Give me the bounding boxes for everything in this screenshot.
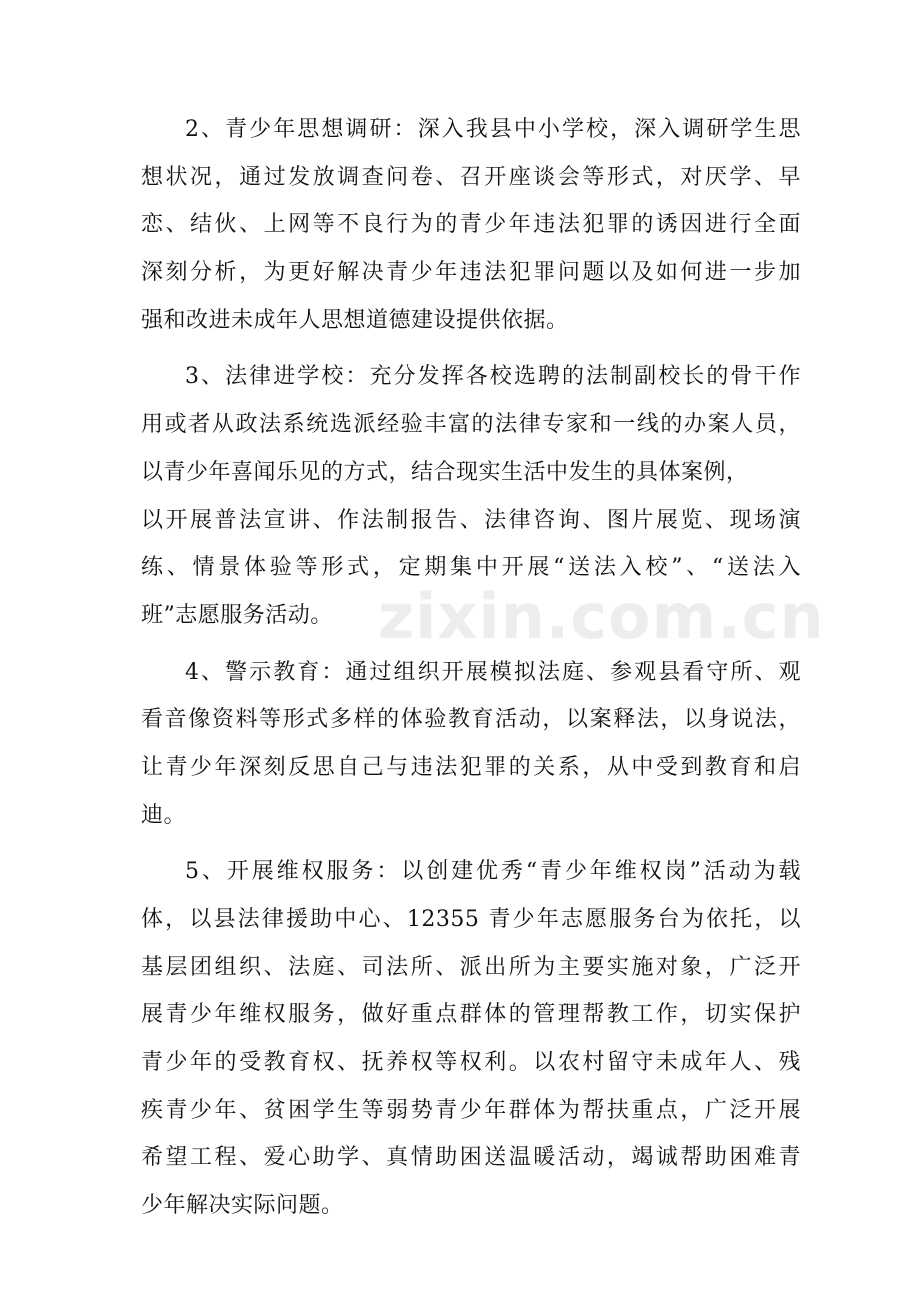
text-line: 恋、结伙、上网等不良行为的青少年违法犯罪的诱因进行全面 bbox=[141, 212, 801, 238]
text-line: 以开展普法宣讲、作法制报告、法律咨询、图片展览、现场演 bbox=[141, 507, 801, 533]
paragraph-warning-education bbox=[141, 649, 801, 840]
text-line: 疾青少年、贫困学生等弱势青少年群体为帮扶重点，广泛开展 bbox=[141, 1097, 801, 1123]
text-line: 5、开展维权服务：以创建优秀“青少年维权岗”活动为载 bbox=[185, 859, 801, 885]
paragraph-spacer bbox=[141, 344, 801, 353]
text-line: 基层团组织、法庭、司法所、派出所为主要实施对象，广泛开 bbox=[141, 954, 801, 980]
text-line: 深刻分析，为更好解决青少年违法犯罪问题以及如何进一步加 bbox=[141, 260, 801, 286]
paragraph-rights-protection-service bbox=[141, 848, 801, 1230]
text-line: 强和改进未成年人思想道德建设提供依据。 bbox=[141, 307, 569, 333]
paragraph-spacer bbox=[141, 839, 801, 848]
text-line: 2、青少年思想调研：深入我县中小学校，深入调研学生思 bbox=[185, 117, 801, 142]
text-line: 展青少年维权服务，做好重点群体的管理帮教工作，切实保护 bbox=[141, 1002, 801, 1028]
text-line: 用或者从政法系统选派经验丰富的法律专家和一线的办案人员， bbox=[141, 412, 801, 438]
text-line: 班”志愿服务活动。 bbox=[141, 602, 333, 628]
text-line: 4、警示教育：通过组织开展模拟法庭、参观县看守所、观 bbox=[185, 659, 801, 685]
text-line: 让青少年深刻反思自己与违法犯罪的关系，从中受到教育和启 bbox=[141, 754, 801, 780]
text-line: 想状况，通过发放调查问卷、召开座谈会等形式，对厌学、早 bbox=[141, 164, 801, 190]
text-line: 3、法律进学校：充分发挥各校选聘的法制副校长的骨干作 bbox=[185, 364, 801, 390]
document-body bbox=[141, 106, 801, 1230]
text-line: 以青少年喜闻乐见的方式，结合现实生活中发生的具体案例， bbox=[141, 459, 749, 485]
text-line: 希望工程、爱心助学、真情助困送温暖活动，竭诚帮助困难青 bbox=[141, 1145, 801, 1171]
text-line: 体，以县法律援助中心、12355 青少年志愿服务台为依托，以 bbox=[141, 907, 801, 932]
text-line: 练、情景体验等形式，定期集中开展“送法入校”、“送法入 bbox=[141, 555, 801, 581]
text-line: 青少年的受教育权、抚养权等权利。以农村留守未成年人、残 bbox=[141, 1050, 801, 1076]
paragraph-youth-thought-research bbox=[141, 106, 801, 344]
watermark: zixin.com.cn bbox=[378, 580, 825, 653]
text-line: 看音像资料等形式多样的体验教育活动，以案释法，以身说法， bbox=[141, 707, 801, 733]
text-line: 少年解决实际问题。 bbox=[141, 1193, 344, 1219]
text-line: 迪。 bbox=[141, 802, 187, 828]
